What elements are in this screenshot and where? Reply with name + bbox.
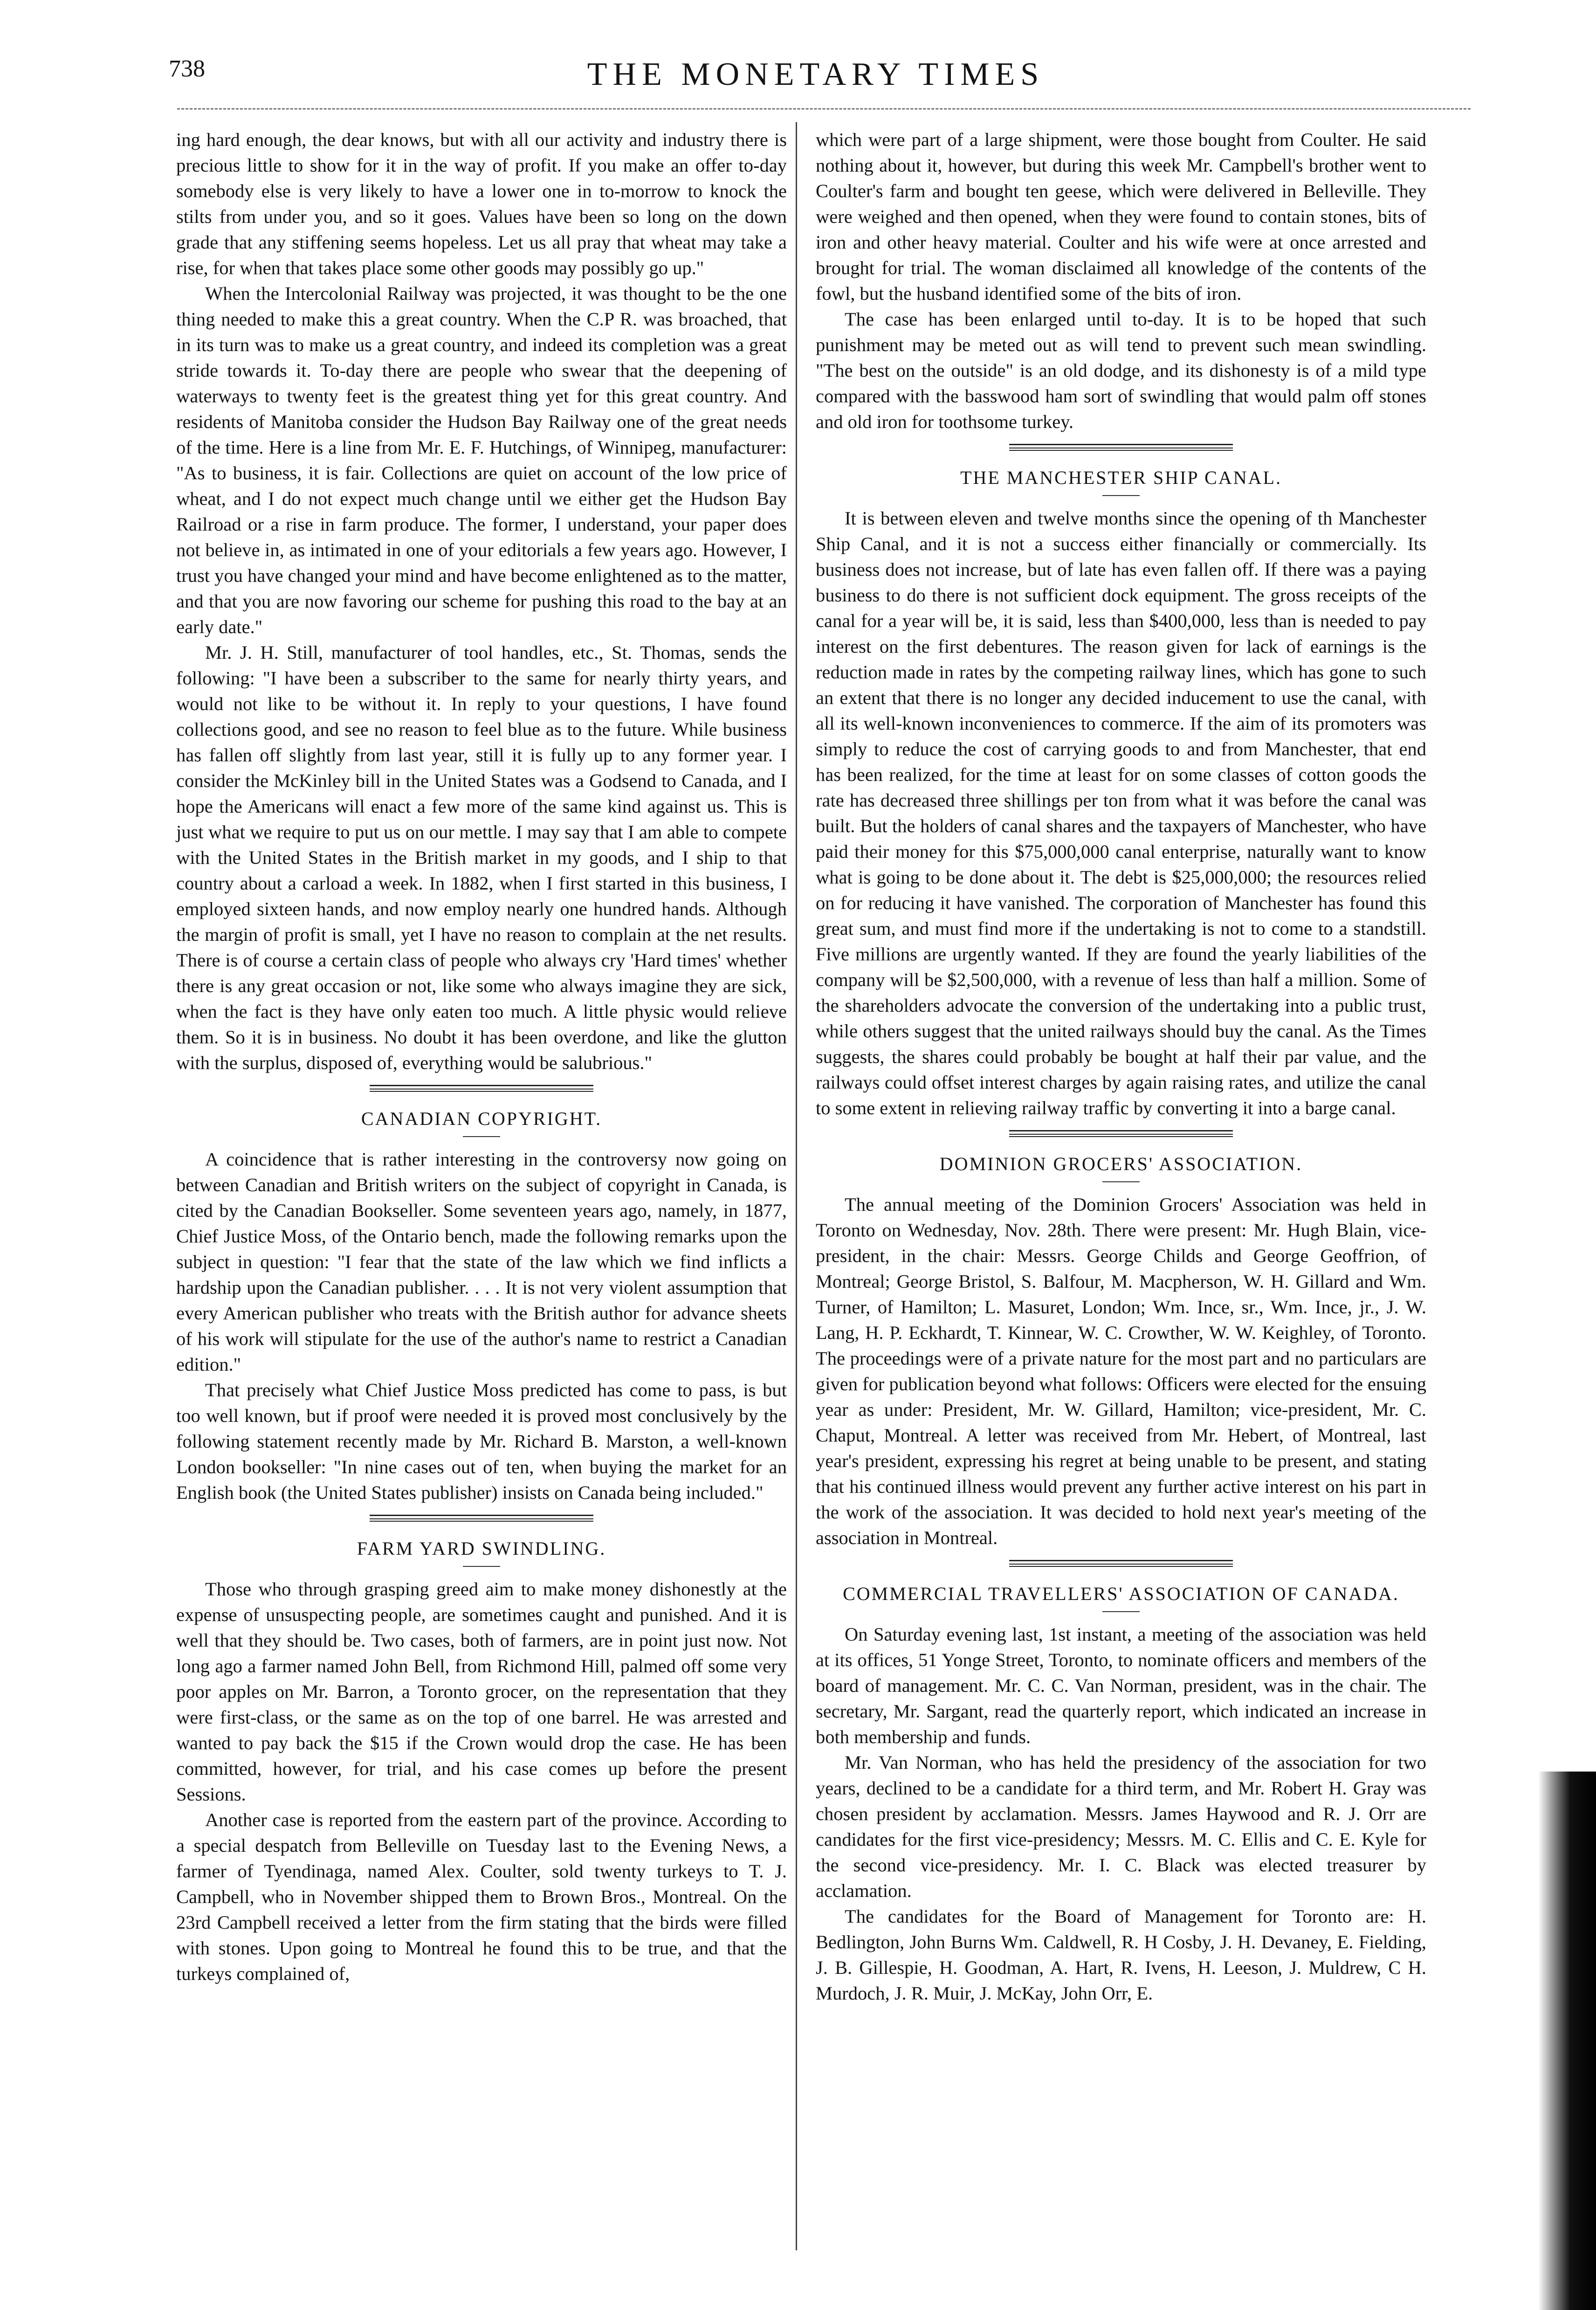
article-paragraph: When the Intercolonial Railway was projected, it was thought to be the one thing needed to make this a great country. When the C.P R. was broached, that in its turn was to make us a great country, and indeed its completion was a great stride towards it. To-day there are people who swear that the deepening of waterways to twenty feet is the greatest thing yet for this great country. And residents of Manitoba consider the Hudson Bay Railway one of the great needs of the time. Here is a line from Mr. E. F. Hutchings, of Winnipeg, manufacturer: "As to business, it is fair. Collections are quiet on account of the low price of wheat, and I do not expect much change until we either get the Hudson Bay Railroad or a rise in farm produce. The former, I understand, your paper does not believe in, as intimated in one of your editorials a few years ago. However, I trust you have changed your mind and have become enlightened as to the matter, and that you are now favoring our scheme for pushing this road to the bay at an early date." — [176, 283, 787, 637]
article-paragraph: Mr. Van Norman, who has held the presidency of the association for two years, declined to be a candidate for a third term, and Mr. Robert H. Gray was chosen president by acclamation. Messrs. James Haywood and R. J. Orr are candidates for the first vice-presidency; Messrs. M. C. Ellis and C. E. Kyle for the second vice-presidency. Mr. I. C. Black was elected treasurer by acclamation. — [816, 1752, 1426, 1901]
heading-rule — [463, 1136, 500, 1137]
section-separator — [1009, 1560, 1233, 1567]
section-heading-manchester-ship-canal: THE MANCHESTER SHIP CANAL. — [960, 467, 1282, 488]
left-column — [176, 127, 787, 1986]
heading-rule — [463, 1566, 500, 1567]
article-paragraph: The case has been enlarged until to-day. It is to be hoped that such punishment may be meted out as will tend to prevent such mean swindling. "The best on the outside" is an old dodge, and its dishonesty is of a mild type compared with the basswood ham sort of swindling that would palm off stones and old iron for toothsome turkey. — [816, 309, 1426, 432]
section-heading-dominion-grocers: DOMINION GROCERS' ASSOCIATION. — [939, 1153, 1303, 1174]
section-separator — [370, 1085, 593, 1092]
masthead-title: THE MONETARY TIMES — [587, 56, 1045, 92]
article-paragraph: That precisely what Chief Justice Moss predicted has come to pass, is but too well known, but if proof were needed it is proved most conclusively by the following statement recently made by Mr. Richard B. Marston, a well-known London bookseller: "In nine cases out of ten, when buying the market for an English book (the United States publisher) insists on Canada being included." — [176, 1379, 787, 1503]
article-paragraph: Another case is reported from the eastern part of the province. According to a special despatch from Belleville on Tuesday last to the Evening News, a farmer of Tyendinaga, named Alex. Coulter, sold twenty turkeys to T. J. Campbell, who in November shipped them to Brown Bros., Montreal. On the 23rd Campbell received a letter from the firm stating that the birds were filled with stones. Upon going to Montreal he found this to be true, and that the turkeys complained of, — [176, 1809, 787, 1984]
column-divider — [796, 122, 797, 2250]
right-column — [816, 127, 1426, 2006]
section-separator — [370, 1515, 593, 1522]
page-edge-shadow — [1538, 1772, 1596, 2310]
article-paragraph: A coincidence that is rather interesting in the controversy now going on between Canadian and British writers on the subject of copyright in Canada, is cited by the Canadian Bookseller. Some seventeen years ago, namely, in 1877, Chief Justice Moss, of the Ontario bench, made the following remarks upon the subject in question: "I fear that the state of the law which we find inflicts a hardship upon the Canadian publisher. . . . It is not very violent assumption that every American publisher who treats with the British author for advance sheets of his work will stipulate for the use of the author's name to restrict a Canadian edition." — [176, 1149, 787, 1375]
section-separator — [1009, 1130, 1233, 1137]
header-rule — [177, 108, 1471, 110]
article-paragraph: ing hard enough, the dear knows, but with all our activity and industry there is precious little to show for it in the way of profit. If you make an offer to-day somebody else is very likely to have a lower one in to-morrow to knock the stilts from under you, and so it goes. Values have been so long on the down grade that any stiffening seems hopeless. Let us all pray that wheat may take a rise, for when that takes place some other goods may possibly go up." — [176, 129, 787, 278]
article-paragraph: The candidates for the Board of Management for Toronto are: H. Bedlington, John Burns Wm. Caldwell, R. H Cosby, J. H. Devaney, E. Fielding, J. B. Gillespie, H. Goodman, A. Hart, R. Ivens, H. Leeson, J. Muldrew, C H. Murdoch, J. R. Muir, J. McKay, John Orr, E. — [816, 1906, 1426, 2004]
section-separator — [1009, 444, 1233, 451]
article-paragraph: which were part of a large shipment, were those bought from Coulter. He said nothing about it, however, but during this week Mr. Campbell's brother went to Coulter's farm and bought ten geese, which were delivered in Belleville. They were weighed and then opened, when they were found to contain stones, bits of iron and other heavy material. Coulter and his wife were at once arrested and brought for trial. The woman disclaimed all knowledge of the contents of the fowl, but the husband identified some of the bits of iron. — [816, 129, 1426, 304]
article-paragraph: Mr. J. H. Still, manufacturer of tool handles, etc., St. Thomas, sends the following: "I have been a subscriber to the same for nearly thirty years, and would not like to be without it. In reply to your questions, I have found collections good, and see no reason to feel blue as to the future. While business has fallen off slightly from last year, still it is fully up to any former year. I consider the McKinley bill in the United States was a Godsend to Canada, and I hope the Americans will enact a few more of the same kind against us. This is just what we require to put us on our mettle. I may say that I am able to compete with the United States in the British market in my goods, and I ship to that country about a carload a week. In 1882, when I first started in this business, I employed sixteen hands, and now employ nearly one hundred hands. Although the margin of profit is small, yet I have no reason to complain at the net results. There is of course a certain class of people who always cry 'Hard times' whether there is any great occasion or not, like some who always imagine they are sick, when the fact is they have only eaten too much. A little physic would relieve them. So it is in business. No doubt it has been overdone, and like the glutton with the surplus, disposed of, everything would be salubrious." — [176, 642, 787, 1073]
article-paragraph: On Saturday evening last, 1st instant, a meeting of the association was held at its offices, 51 Yonge Street, Toronto, to nominate officers and members of the board of management. Mr. C. C. Van Norman, president, was in the chair. The secretary, Mr. Sargant, read the quarterly report, which indicated an increase in both membership and funds. — [816, 1624, 1426, 1747]
article-paragraph: The annual meeting of the Dominion Grocers' Association was held in Toronto on Wednesday, Nov. 28th. There were present: Mr. Hugh Blain, vice-president, in the chair: Messrs. George Childs and George Geoffrion, of Montreal; George Bristol, S. Balfour, M. Macpherson, W. H. Gillard and Wm. Turner, of Hamilton; L. Masuret, London; Wm. Ince, sr., Wm. Ince, jr., J. W. Lang, H. P. Eckhardt, T. Kinnear, W. C. Crowther, W. W. Keighley, of Toronto. The proceedings were of a private nature for the most part and no particulars are given for publication beyond what follows: Officers were elected for the ensuing year as under: President, Mr. W. Gillard, Hamilton; vice-president, Mr. C. Chaput, Montreal. A letter was received from Mr. Hebert, of Montreal, last year's president, expressing his regret at being unable to be present, and stating that his continued illness would prevent any further active interest on his part in the work of the association. It was decided to hold next year's meeting of the association in Montreal. — [816, 1194, 1426, 1548]
section-heading-canadian-copyright: CANADIAN COPYRIGHT. — [361, 1108, 602, 1129]
article-paragraph: Those who through grasping greed aim to make money dishonestly at the expense of unsuspecting people, are sometimes caught and punished. And it is well that they should be. Two cases, both of farmers, are in point just now. Not long ago a farmer named John Bell, from Richmond Hill, palmed off some very poor apples on Mr. Barron, a Toronto grocer, on the representation that they were first-class, or the same as on the top of one barrel. He was arrested and wanted to pay back the $15 if the Crown would drop the case. He has been committed, however, for trial, and his case comes up before the present Sessions. — [176, 1579, 787, 1805]
section-heading-farm-yard-swindling: FARM YARD SWINDLING. — [357, 1538, 606, 1559]
heading-rule — [1102, 1181, 1140, 1182]
section-heading-commercial-travellers: COMMERCIAL TRAVELLERS' ASSOCIATION OF CANADA. — [843, 1583, 1399, 1604]
heading-rule — [1102, 495, 1140, 496]
article-paragraph: It is between eleven and twelve months since the opening of th Manchester Ship Canal, and it is not a success either financially or commercially. Its business does not increase, but of late has even fallen off. If there was a paying business to do there is not sufficient dock equipment. The gross receipts of the canal for a year will be, it is said, less than $400,000, less than is needed to pay interest on the first debentures. The reason given for lack of earnings is the reduction made in rates by the competing railway lines, which has gone to such an extent that there is no longer any decided inducement to use the canal, with all its well-known inconveniences to commerce. If the aim of its promoters was simply to reduce the cost of carrying goods to and from Manchester, that end has been realized, for the time at least for on some classes of cotton goods the rate has decreased three shillings per ton from what it was before the canal was built. But the holders of canal shares and the taxpayers of Manchester, who have paid their money for this $75,000,000 canal enterprise, naturally want to know what is going to be done about it. The debt is $25,000,000; the resources relied on for reducing it have vanished. The corporation of Manchester has found this great sum, and must find more if the undertaking is not to come to a standstill. Five millions are urgently wanted. If they are found the yearly liabilities of the company will be $2,500,000, with a revenue of less than half a million. Some of the shareholders advocate the conversion of the undertaking into a public trust, while others suggest that the united railways should buy the canal. As the Times suggests, the shares could probably be bought at half their par value, and the railways could offset interest charges by again raising rates, and utilize the canal to some extent in relieving railway traffic by converting it into a barge canal. — [816, 508, 1426, 1118]
heading-rule — [1102, 1611, 1140, 1612]
page-number: 738 — [169, 55, 205, 82]
